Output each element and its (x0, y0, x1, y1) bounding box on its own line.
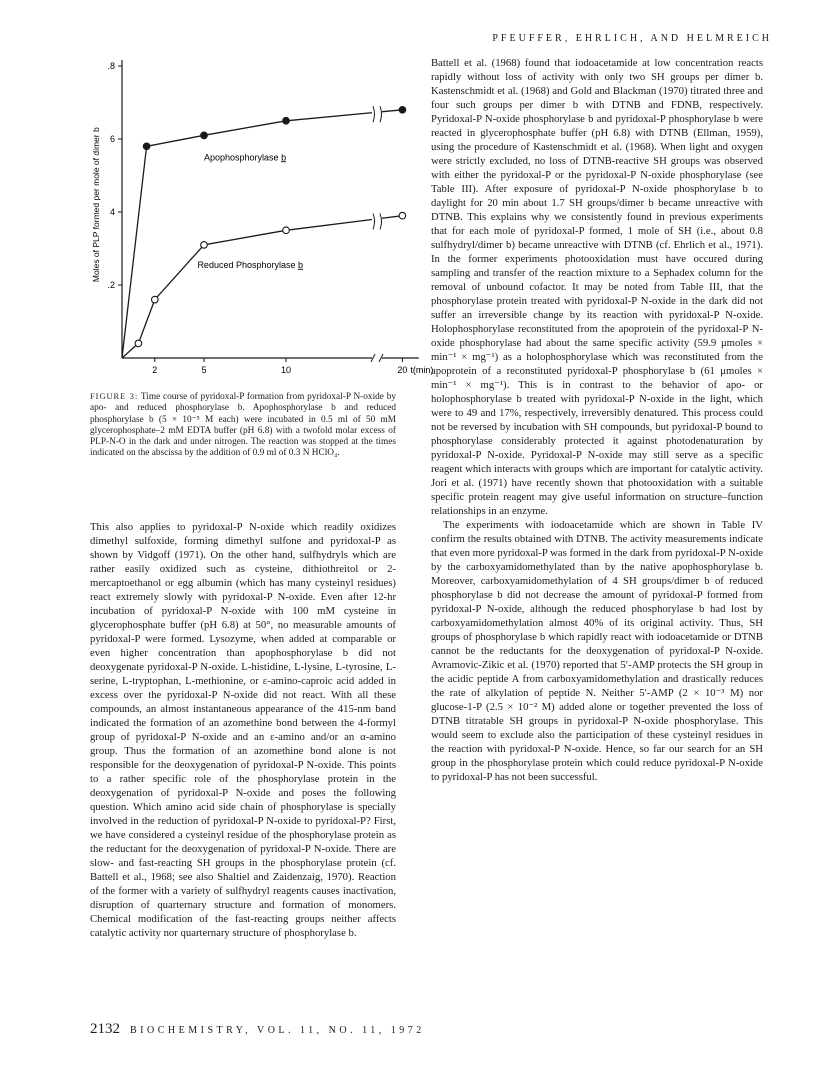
paragraph: This also applies to pyridoxal-P N-oxide which readily oxidizes dimethyl sulfoxide, forming dimethyl sulfone and pyridoxal-P as shown by Vidgoff (1971). On the other hand, sulfhydryls which are rather easily oxidized such as cysteine, dithiothreitol or 2-mercaptoethanol or egg albumin (which has many cysteinyl residues) react extremely slowly with pyridoxal-P N-oxide. Even after 12-hr incubation of pyridoxal-P N-oxide with 100 mM cysteine in glycerophosphate buffer (pH 6.8) at 50°, no measurable amounts of pyridoxal-P were formed. Lysozyme, when added at comparable or even higher concentration than apophosphorylase b did not deoxygenate pyridoxal-P N-oxide. L-histidine, L-lysine, L-tyrosine, L-serine, L-tryptophan, L-methionine, or ε-amino-caproic acid added in excess over the pyridoxal-P N-oxide did not react. With all these compounds, an almost instantaneous appearance of the 415-nm band indicated the formation of an azomethine bond between the 4-formyl group of pyridoxal-P N-oxide and an ε-amino and/or an α-amino group. Thus the formation of an azomethine bond alone is not responsible for the deoxygenation of pyridoxal-P N-oxide. This points to a rather specific role of the phosphorylase protein in the deoxygenation of pyridoxal-P N-oxide and poses the following question. Which amino acid side chain of phosphorylase is specially involved in the reduction of pyridoxal-P N-oxide to pyridoxal-P? First, we have considered a cysteinyl residue of the phosphorylase protein as the reductant for the deoxygenation of pyridoxal-P N-oxide. There are slow- and fast-reacting SH groups in the phosphorylase protein (cf. Battell et al., 1968; see also Shaltiel and Zaidenzaig, 1970). Reaction of the former with a variety of sulfhydryl reagents causes inactivation, disruption of quarternary structure and formation of monomers. Chemical modification of the fast-reacting groups neither affects catalytic activity nor quarternary structure of phosphorylase b. (90, 521, 396, 939)
data-point (152, 296, 159, 303)
y-tick-label: 4 (109, 207, 115, 217)
series-label-letter: b (298, 259, 304, 270)
x-axis-unit: t(min) (410, 365, 434, 375)
data-point (201, 132, 208, 139)
series-label: Reduced Phosphorylase b (197, 259, 304, 270)
x-tick-label: 5 (201, 365, 207, 375)
series-label: Apophosphorylase b (204, 152, 287, 163)
data-point (135, 340, 142, 347)
figure-caption-text: Time course of pyridoxal-P formation from pyridoxal-P N-oxide by apo- and reduced phosphorylase b. Apophosphorylase b and reduced phosphorylase b (5 × 10⁻⁵ M each) were incubated in 0.5 ml of 50 mM glycerophosphate–2 mM EDTA buffer (pH 6.8) with a twofold molar excess of PLP-N-O in the dark and under nitrogen. The reaction was stopped at the times indicated on the abscissa by the addition of 0.9 ml of 0.3 N HClO₄. (90, 392, 396, 459)
time-course-chart (84, 56, 434, 386)
journal-citation: BIOCHEMISTRY, VOL. 11, NO. 11, 1972 (130, 1025, 425, 1036)
page-footer (90, 1021, 425, 1038)
paragraph: The experiments with iodoacetamide which are shown in Table IV confirm the results obtained with DTNB. The activity measurements indicate that even more pyridoxal-P was formed in the dark from pyridoxal-P N-oxide by the carboxyamidomethylated than by the native apophosphorylase b. Moreover, carboxyamidomethylation of 4 SH groups/dimer b of reduced phosphorylase b did not decrease the amount of pyridoxal-P formed from pyridoxal-P N-oxide, although the reduced phosphorylase b had lost by carboxyamidomethylation almost 40% of its original activity. Thus, SH groups of phosphorylase b which rapidly react with iodoacetamide or DTNB cannot be the reductants for the deoxygenation of pyridoxal-P N-oxide. Avramovic-Zikic et al. (1970) reported that 5′-AMP protects the SH group in the acidic peptide A from carboxyamidomethylation and drastically reduces the rate of alkylation of peptide N. Neither 5′-AMP (2 × 10⁻³ M) nor glucose-1-P (2.5 × 10⁻² M) added alone or together prevented the loss of DTNB titratable SH groups in pyridoxal-P N-oxide phosphorylase. This would seem to exclude also the participation of these cysteinyl residues in the reaction with pyridoxal-P N-oxide. Hence, so far our search for an SH group in the phosphorylase protein which could reduce pyridoxal-P N-oxide to pyridoxal-P has not been successful. (431, 519, 763, 783)
right-column-text (431, 56, 763, 784)
running-head: PFEUFFER, EHRLICH, AND HELMREICH (492, 33, 772, 44)
y-axis-label: Moles of PLP formed per mole of dimer b (91, 127, 101, 283)
figure-caption (90, 391, 396, 460)
left-column-text (90, 520, 396, 940)
y-tick-label: .2 (107, 280, 115, 290)
x-tick-label: 10 (280, 365, 292, 375)
y-tick-label: 6 (109, 134, 115, 144)
paragraph: Battell et al. (1968) found that iodoacetamide at low concentration reacts rapidly without loss of activity with only two SH groups per dimer b. Kastenschmidt et al. (1968) and Gold and Blackman (1970) titrated three and four such groups per dimer b with DTNB and FDNB, respectively. Pyridoxal-P N-oxide phosphorylase b and pyridoxal-P phosphorylase b were reacted in glycerophosphate buffer (pH 6.8) with DTNB (Ellman, 1959), using the procedure of Kastenschmidt et al. (1968). When light and oxygen were strictly excluded, no loss of DTNB-reactive SH groups was observed with either the pyridoxal-P or the pyridoxal-P N-oxide phosphorylase (see Table III). After exposure of pyridoxal-P N-oxide phosphorylase b to daylight for 20 min about 1.7 SH groups/dimer b became unreactive with DTNB. This explains why we consistently found in previous experiments that for each mole of pyridoxal-P formed, 1 mole of SH (i.e., about 0.8 sulfhydryl/dimer b) became unreactive with DTNB (cf. Ehrlich et al., 1971). In the former experiments photooxidation must have occured during sampling and transfer of the reaction mixture to a Sephadex column for the removal of unbound cofactor. It may be noted from Table III, that the phosphorylase protein treated with pyridoxal-P N-oxide in the dark did not suffer an irreversible change by its reaction with pyridoxal-P N-oxide. Holophosphorylase reconstituted from the apoprotein of the pyridoxal-P N-oxide phosphorylase had about the same specific activity (59.9 μmoles × min⁻¹ × mg⁻¹) as a holophosphorylase which was reconstituted from the apoprotein of a reconstituted pyridoxal-P phosphorylase b (61 μmoles × min⁻¹ × mg⁻¹). This is in contrast to the behavior of apo- or holophosphorylase b treated with pyridoxal-P N-oxide in the light, which were to 49 and 17%, respectively, irreversibly denatured. This process could not be reversed by incubation with SH compounds, but pyridoxal-P bound to phosphorylase considerably protected it against photodenaturation by pyridoxal-P N-oxide. Pyridoxal-P N-oxide may still serve as a specific reagent which interacts with groups which are important for catalytic activity. Jori et al. (1971) have recently shown that photooxidation with a suitable specific protein reagent may give useful information on structure–function relationships in an enzyme. (431, 57, 763, 517)
data-point (283, 117, 290, 124)
page-number: 2132 (90, 1021, 120, 1037)
series-label-letter: b (281, 152, 287, 163)
chart-series (122, 106, 406, 358)
x-tick-label: 20 (397, 365, 408, 375)
data-point (201, 242, 208, 249)
figure-label: FIGURE 3: (90, 392, 139, 401)
data-point (143, 143, 150, 150)
data-point (399, 107, 406, 114)
data-point (283, 227, 290, 234)
data-point (399, 212, 406, 219)
series-line-2 (122, 216, 402, 358)
y-tick-label: .8 (107, 61, 115, 71)
chart-axes (118, 60, 419, 362)
x-tick-label: 2 (152, 365, 158, 375)
